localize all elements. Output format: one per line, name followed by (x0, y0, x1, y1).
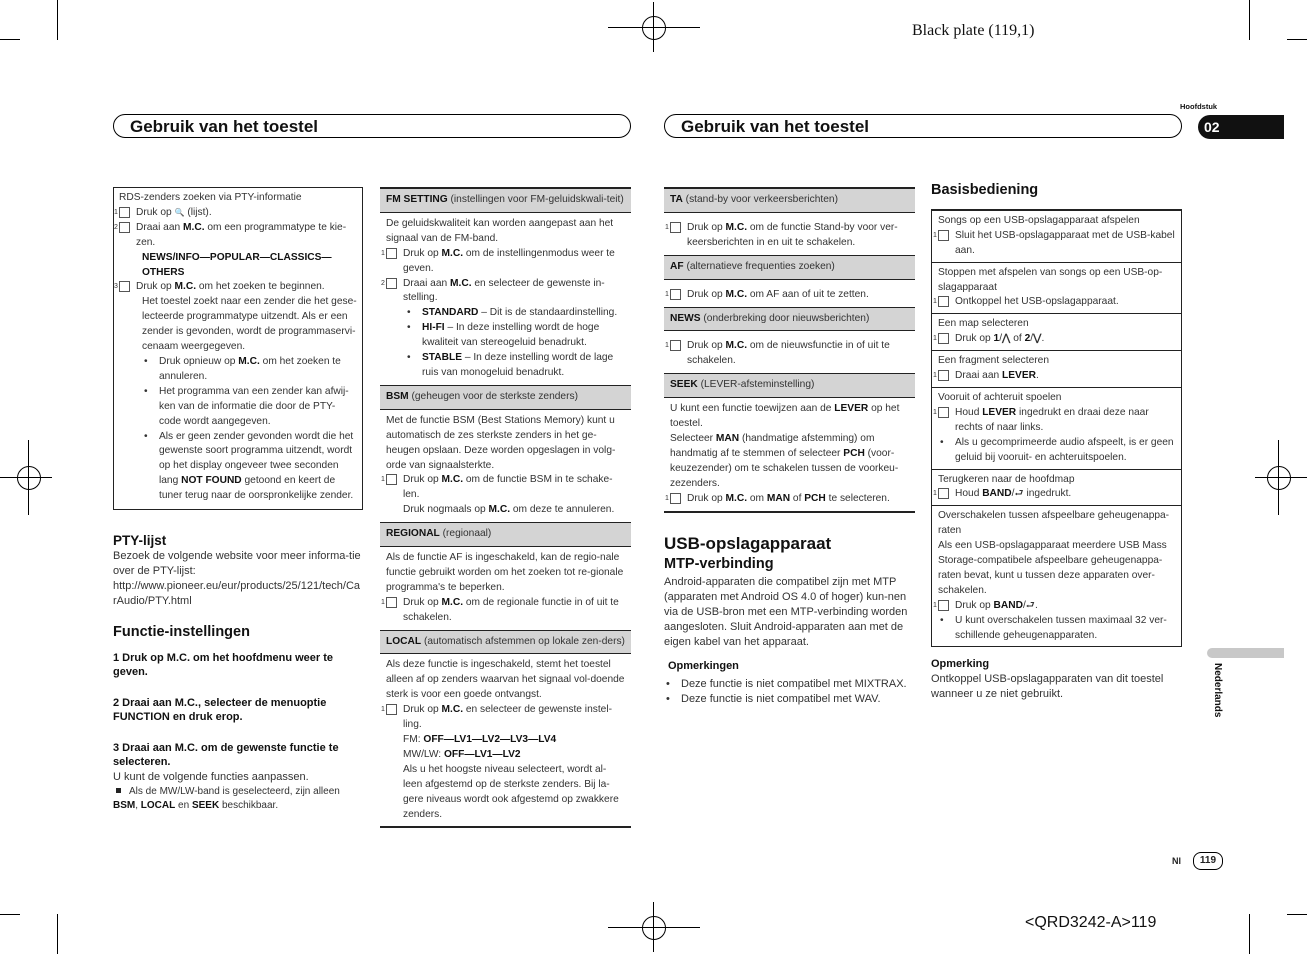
mc-label: M.C. (725, 492, 748, 504)
row-title: Een fragment selecteren (938, 355, 1049, 367)
chapter-label: Hoofdstuk (1180, 102, 1218, 111)
text: Draai aan (136, 221, 181, 233)
text: Druk op (955, 599, 991, 611)
footer-language: Nl (1172, 856, 1181, 866)
bsm-step-1-cancel (386, 503, 625, 518)
crop-mark (1287, 39, 1307, 40)
basic-operation-table (931, 209, 1182, 648)
text: Als de functie AF is ingeschakeld, kan de regio-nale functie gebruikt worden om het zoeken tot re-gionale programma's te beperken. (386, 552, 624, 593)
note-heading: Opmerking (931, 658, 990, 671)
row-select-folder (932, 314, 1181, 351)
text: Als deze functie is ingeschakeld, stemt het toestel alleen af op zenders waarvan het signaal vol-doende sterk is voor een goede ontvangst. (386, 659, 625, 701)
mc-label: M.C. (450, 277, 472, 289)
bold-text: LOCAL (140, 800, 176, 812)
step-number: 1 (670, 340, 681, 351)
bold-text: STABLE (422, 352, 462, 364)
text: getoond en keert de tuner terug naar de oorspronkelijke zender. (159, 475, 354, 502)
pty-bullet-1 (119, 355, 357, 385)
text: om de functie Stand-by voor ver-keersberichten in en uit te schakelen. (687, 221, 898, 248)
text: (handmatige afstemming) om handmatig af te stemmen of selecteer (670, 432, 875, 459)
step-number: 3 (119, 281, 130, 292)
text: Druk op (403, 596, 439, 608)
pty-bullet-2: • Het programma van een zender kan afwij-ken van de informatie die door de PTY-code wordt aangegeven. (119, 385, 357, 430)
step-number: 1 (670, 222, 681, 233)
text: om AF aan of uit te zetten. (749, 288, 869, 300)
text: Druk op (403, 704, 439, 716)
step-number: 1 (670, 493, 681, 504)
step-number: 1 (938, 600, 949, 611)
text: U kunt een functie toewijzen aan de (670, 403, 832, 415)
bold-text: LEVER (982, 406, 1017, 418)
text: ingedrukt. (1026, 488, 1072, 500)
usb-storage-heading: USB-opslagapparaat (664, 533, 832, 553)
af-step-1 (665, 288, 909, 303)
step-number: 1 (938, 296, 949, 307)
news-header (664, 307, 915, 332)
row-play-songs (932, 211, 1181, 263)
bold-text: 1 (993, 333, 1000, 345)
crop-mark (1249, 0, 1250, 40)
text: (voor-keuzezender) om te schakelen tussen de voorkeu-zezenders. (670, 447, 899, 489)
pty-step-3 (114, 280, 357, 295)
mc-label: M.C. (441, 704, 464, 716)
bold-text: LOCAL (386, 635, 422, 647)
function-step-3: 3 Draai aan M.C. om de gewenste functie te selecteren. (113, 741, 339, 769)
registration-mark (642, 916, 666, 940)
row-step: 1 Houd BAND/⮐ ingedrukt. (933, 488, 1072, 500)
fm-bullet-hifi (386, 321, 625, 351)
row-step: 1 Druk op 1/⋀ of 2/⋁. (933, 333, 1045, 345)
mc-label: M.C. (725, 221, 748, 233)
text: Als een USB-opslagapparaat meerdere USB Mass Storage-compatibele afspeelbare geheugenappa-raten bevat, kunt u tussen deze apparaten over-schakelen. (938, 540, 1167, 596)
step-number: 1 (386, 474, 397, 485)
ta-body (664, 213, 915, 255)
text: om deze te annuleren. (512, 504, 615, 516)
text: en (178, 800, 190, 812)
text: om het zoeken te annuleren. (159, 355, 341, 382)
fm-bullet-stable (386, 351, 625, 381)
text: en selecteer de gewenste instel-ling. (403, 704, 612, 731)
local-fm-levels (386, 733, 625, 748)
return-icon: ⮐ (1025, 599, 1035, 611)
row-step: 1 Draai aan LEVER. (933, 370, 1039, 382)
bsm-header (380, 385, 631, 410)
text: Draai aan (403, 277, 448, 289)
text: om het zoeken te beginnen. (198, 281, 325, 293)
seek-text-1 (670, 402, 909, 432)
pty-box-title: RDS-zenders zoeken via PTY-informatie (119, 192, 302, 203)
bold-text: REGIONAL (386, 528, 440, 540)
registration-line (28, 440, 29, 515)
pty-list-url[interactable]: http://www.pioneer.eu/eur/products/25/121/tech/CarAudio/PTY.html (113, 579, 361, 607)
regional-body (380, 547, 631, 630)
step-number: 2 (386, 278, 397, 289)
pty-bullet-3 (119, 430, 357, 505)
row-switch-devices (932, 506, 1181, 646)
pty-step-2 (114, 221, 357, 251)
text: te selecteren. (828, 492, 890, 504)
row-bullet: • Als u gecomprimeerde audio afspeelt, is er geen geluid bij vooruit- en achteruitspoelen. (938, 436, 1175, 466)
text: Druk op (403, 247, 439, 259)
local-step-1 (381, 703, 625, 733)
seek-body (664, 398, 915, 512)
fm-step-1 (381, 247, 625, 277)
ta-header (664, 187, 915, 213)
text: De geluidskwaliteit kan worden aangepast aan het signaal van de FM-band. (386, 217, 614, 244)
return-icon: ⮐ (1014, 488, 1024, 500)
language-tab-label: Nederlands (1212, 663, 1223, 718)
text: MW/LW: (403, 748, 442, 760)
registration-line (608, 927, 700, 928)
bold-text: BSM (113, 800, 136, 812)
function-step-3-text: U kunt de volgende functies aanpassen. (113, 770, 309, 783)
text: Selecteer (670, 432, 714, 444)
crop-mark (0, 914, 20, 915)
text: Houd (955, 488, 980, 500)
text: (lijst). (187, 206, 212, 218)
news-body (664, 331, 915, 373)
af-body (664, 280, 915, 307)
note-2: • Deze functie is niet compatibel met WAV. (664, 692, 915, 707)
fm-bullet-standard (386, 306, 625, 321)
text: Druk op (687, 340, 723, 352)
row-step: 1 Druk op BAND/⮐. (933, 599, 1038, 611)
bold-text: STANDARD (422, 307, 479, 319)
registration-mark (1267, 466, 1291, 490)
note-1: • Deze functie is niet compatibel met MIXTRAX. (664, 677, 915, 692)
chapter-number: 02 (1204, 119, 1220, 135)
row-bullet: • U kunt overschakelen tussen maximaal 32 ver-schillende geheugenapparaten. (938, 614, 1175, 644)
function-settings-heading: Functie-instellingen (113, 623, 250, 640)
plate-label: Black plate (119,1) (912, 22, 1035, 39)
bsm-step-1 (381, 473, 625, 503)
text: Druk nogmaals op (403, 504, 486, 516)
text: – In deze instelling wordt de lage ruis van monogeluid benadrukt. (422, 352, 614, 378)
step-number: 1 (938, 488, 949, 499)
seek-step-1 (665, 492, 909, 507)
text: (LEVER-afsteminstelling) (700, 379, 815, 391)
language-tab-bar (1207, 648, 1284, 658)
text: Druk op (687, 221, 723, 233)
local-mw-levels (386, 748, 625, 763)
regional-step-1 (381, 596, 625, 626)
text: Met de functie BSM (Best Stations Memory) kunt u automatisch de zes sterkste zenders in het ge-heugen opslaan. Deze worden opgeslagen in volg-orde van signaalsterkte. (386, 414, 616, 471)
mtp-text: Android-apparaten die compatibel zijn met MTP (apparaten met Android OS 4.0 of hoger) kun-nen via de USB-bron met een MTP-verbinding worden aangesloten. Sluit Android-apparaten aan met de eigen kabel van het apparaat. (664, 576, 908, 649)
chapter-number-tab (1198, 115, 1284, 139)
pty-list-heading: PTY-lijst (113, 533, 167, 548)
function-step-2: 2 Draai aan M.C., selecteer de menuoptie FUNCTION en druk erop. (113, 696, 327, 724)
document-code: <QRD3242-A>119 (1025, 914, 1157, 931)
row-step (933, 406, 1175, 436)
text: – In deze instelling wordt de hoge kwaliteit van stereogeluid benadrukt. (422, 322, 600, 349)
text: Druk op (687, 288, 723, 300)
fm-setting-header (380, 187, 631, 213)
text: (onderbreking door nieuwsberichten) (703, 312, 870, 324)
step-number: 1 (119, 207, 130, 218)
text: FM: (403, 734, 421, 745)
step-number: 1 (938, 230, 949, 241)
function-step-1: 1 Druk op M.C. om het hoofdmenu weer te geven. (113, 651, 334, 679)
mc-label: M.C. (238, 355, 260, 367)
bold-text: MAN (715, 432, 740, 444)
pty-list-text: Bezoek de volgende website voor meer informa-tie over de PTY-lijst: (113, 549, 361, 577)
bold-text: BAND (993, 599, 1023, 611)
row-step (933, 229, 1175, 259)
crop-mark (1249, 914, 1250, 954)
step-number: 1 (386, 248, 397, 259)
notes-heading: Opmerkingen (668, 660, 739, 673)
bold-text: OFF—LV1—LV2—LV3—LV4 (423, 734, 557, 745)
registration-line (0, 477, 52, 478)
note-text: Ontkoppel USB-opslagapparaten van dit toestel wanneer u ze niet gebruikt. (931, 673, 1164, 701)
square-bullet-icon (116, 788, 121, 793)
pty-types: NEWS/INFO—POPULAR—CLASSICS—OTHERS (142, 251, 332, 278)
column-3 (664, 187, 915, 707)
step-number: 2 (119, 222, 130, 233)
bold-text: AF (670, 260, 684, 272)
mc-label: M.C. (441, 596, 464, 608)
bold-text: PCH (804, 492, 826, 504)
bold-text: PCH (843, 447, 865, 459)
bold-text: BAND (982, 488, 1012, 500)
text: (alternatieve frequenties zoeken) (686, 260, 835, 272)
local-tail: Als u het hoogste niveau selecteert, wordt al-leen afgestemd op de sterkste zenders. Bij la-gere niveaus wordt ook afgestemd op zwakkere zenders. (403, 763, 619, 820)
column-2 (380, 187, 631, 828)
registration-line (653, 902, 654, 952)
text: Druk opnieuw op (159, 355, 236, 367)
page-number: 119 (1193, 852, 1223, 870)
row-title: Een map selecteren (938, 318, 1029, 330)
chevron-down-icon: ⋁ (1033, 333, 1042, 345)
row-stop-songs (932, 263, 1181, 315)
right-section-header: Gebruik van het toestel (664, 114, 1182, 138)
registration-mark (642, 16, 666, 40)
row-root-folder (932, 470, 1181, 507)
mtp-heading: MTP-verbinding (664, 556, 774, 573)
mc-label: M.C. (725, 340, 748, 352)
function-note (113, 785, 363, 814)
column-4 (931, 183, 1182, 702)
row-step (933, 295, 1175, 310)
crop-mark (57, 0, 58, 40)
bold-text: NOT FOUND (181, 475, 242, 487)
text: om de instellingenmodus weer te geven. (403, 247, 615, 274)
left-section-header: Gebruik van het toestel (113, 114, 631, 138)
step-number: 1 (938, 370, 949, 381)
text: Druk op (403, 474, 439, 486)
row-select-track (932, 351, 1181, 388)
text: (stand-by voor verkeersberichten) (685, 194, 838, 205)
step-number: 1 (938, 333, 949, 344)
step-number: 1 (386, 704, 397, 715)
text: Ontkoppel het USB-opslagapparaat. (955, 296, 1119, 308)
text: of (1013, 333, 1022, 345)
registration-line (1278, 440, 1279, 515)
row-fast-forward (932, 388, 1181, 470)
text: – Dit is de standaardinstelling. (481, 307, 618, 319)
bold-text: LEVER (1002, 370, 1036, 382)
step-number: 1 (670, 289, 681, 300)
mc-label: M.C. (725, 288, 748, 300)
mc-label: M.C. (183, 221, 205, 233)
text: (regionaal) (442, 528, 492, 540)
text: Als er geen zender gevonden wordt die het gewenste soort programma uitzendt, wordt op het display ongeveer twee seconden lang (159, 430, 354, 487)
bsm-body (380, 410, 631, 522)
bold-text: MAN (766, 492, 791, 504)
bold-text: NEWS (670, 312, 701, 324)
local-body (380, 654, 631, 828)
mc-label: M.C. (441, 247, 464, 259)
text: om de nieuwsfunctie in of uit te schakelen. (687, 340, 890, 367)
fm-step-2 (381, 277, 625, 307)
text: beschikbaar. (221, 800, 279, 812)
text: Als de MW/LW-band is geselecteerd, zijn alleen (129, 785, 340, 797)
crop-mark (0, 39, 20, 40)
text: Draai aan (955, 370, 1000, 382)
mc-label: M.C. (488, 504, 511, 516)
bold-text: SEEK (670, 379, 698, 391)
seek-text-2 (670, 432, 909, 492)
row-title: Overschakelen tussen afspeelbare geheugenappa-raten (938, 510, 1170, 537)
row-title: Vooruit of achteruit spoelen (938, 391, 1062, 403)
step-number: 1 (938, 407, 949, 418)
news-step-1 (665, 339, 909, 369)
bold-text: SEEK (191, 800, 220, 812)
registration-mark (17, 466, 41, 490)
text: ingedrukt en draai deze naar rechts of naar links. (955, 406, 1149, 433)
text: om (749, 492, 765, 504)
text: om de functie BSM in te schake-len. (403, 474, 613, 501)
bold-text: 2 (1024, 333, 1031, 345)
text: Druk op (687, 492, 723, 504)
local-header (380, 630, 631, 655)
text: , (135, 800, 139, 812)
text: of (792, 492, 802, 504)
crop-mark (1287, 914, 1307, 915)
ta-step-1 (665, 221, 909, 251)
row-title: Songs op een USB-opslagapparaat afspelen (938, 214, 1140, 226)
registration-line (1255, 477, 1307, 478)
text: om een programmatype te kie-zen. (136, 221, 347, 248)
text: en selecteer de gewenste in-stelling. (403, 277, 605, 304)
text: om de regionale functie in of uit te schakelen. (403, 596, 619, 623)
row-title: Stoppen met afspelen van songs op een USB-op-slagapparaat (938, 266, 1163, 293)
text: Sluit het USB-opslagapparaat met de USB-kabel aan. (955, 229, 1175, 256)
regional-header (380, 522, 631, 547)
column-1 (113, 187, 363, 814)
text: Druk op (136, 281, 172, 293)
af-header (664, 255, 915, 280)
bold-text: HI-FI (422, 322, 445, 334)
text: (automatisch afstemmen op lokale zen-ders) (423, 635, 625, 647)
seek-header (664, 373, 915, 398)
search-icon: 🔍 (174, 207, 185, 217)
text: Houd (955, 406, 980, 418)
registration-line (653, 2, 654, 52)
row-title: Terugkeren naar de hoofdmap (938, 473, 1075, 485)
mc-label: M.C. (174, 281, 197, 293)
text: op het toestel. (670, 403, 900, 430)
text: (instellingen voor FM-geluidskwali-teit) (450, 194, 624, 205)
chevron-up-icon: ⋀ (1002, 333, 1011, 345)
text: Druk op (955, 333, 991, 345)
basic-operation-heading: Basisbediening (931, 182, 1039, 198)
bold-text: OFF—LV1—LV2 (443, 748, 521, 760)
bold-text: FM SETTING (386, 194, 448, 205)
crop-mark (57, 914, 58, 954)
pty-step-1 (114, 206, 357, 221)
bold-text: LEVER (834, 403, 869, 415)
pty-search-box (113, 187, 363, 510)
bold-text: BSM (386, 390, 409, 402)
step-number: 1 (386, 597, 397, 608)
text: Druk op (136, 206, 172, 218)
mc-label: M.C. (441, 474, 464, 486)
pty-step-3-text: Het toestel zoekt naar een zender die het gese-lecteerde programmatype uitzendt. Als er een zender is gevonden, wordt de programmaservi-cenaam weergegeven. (142, 296, 357, 353)
text: (geheugen voor de sterkste zenders) (411, 390, 578, 402)
registration-line (608, 27, 700, 28)
fm-setting-body (380, 213, 631, 385)
bold-text: TA (670, 194, 683, 205)
